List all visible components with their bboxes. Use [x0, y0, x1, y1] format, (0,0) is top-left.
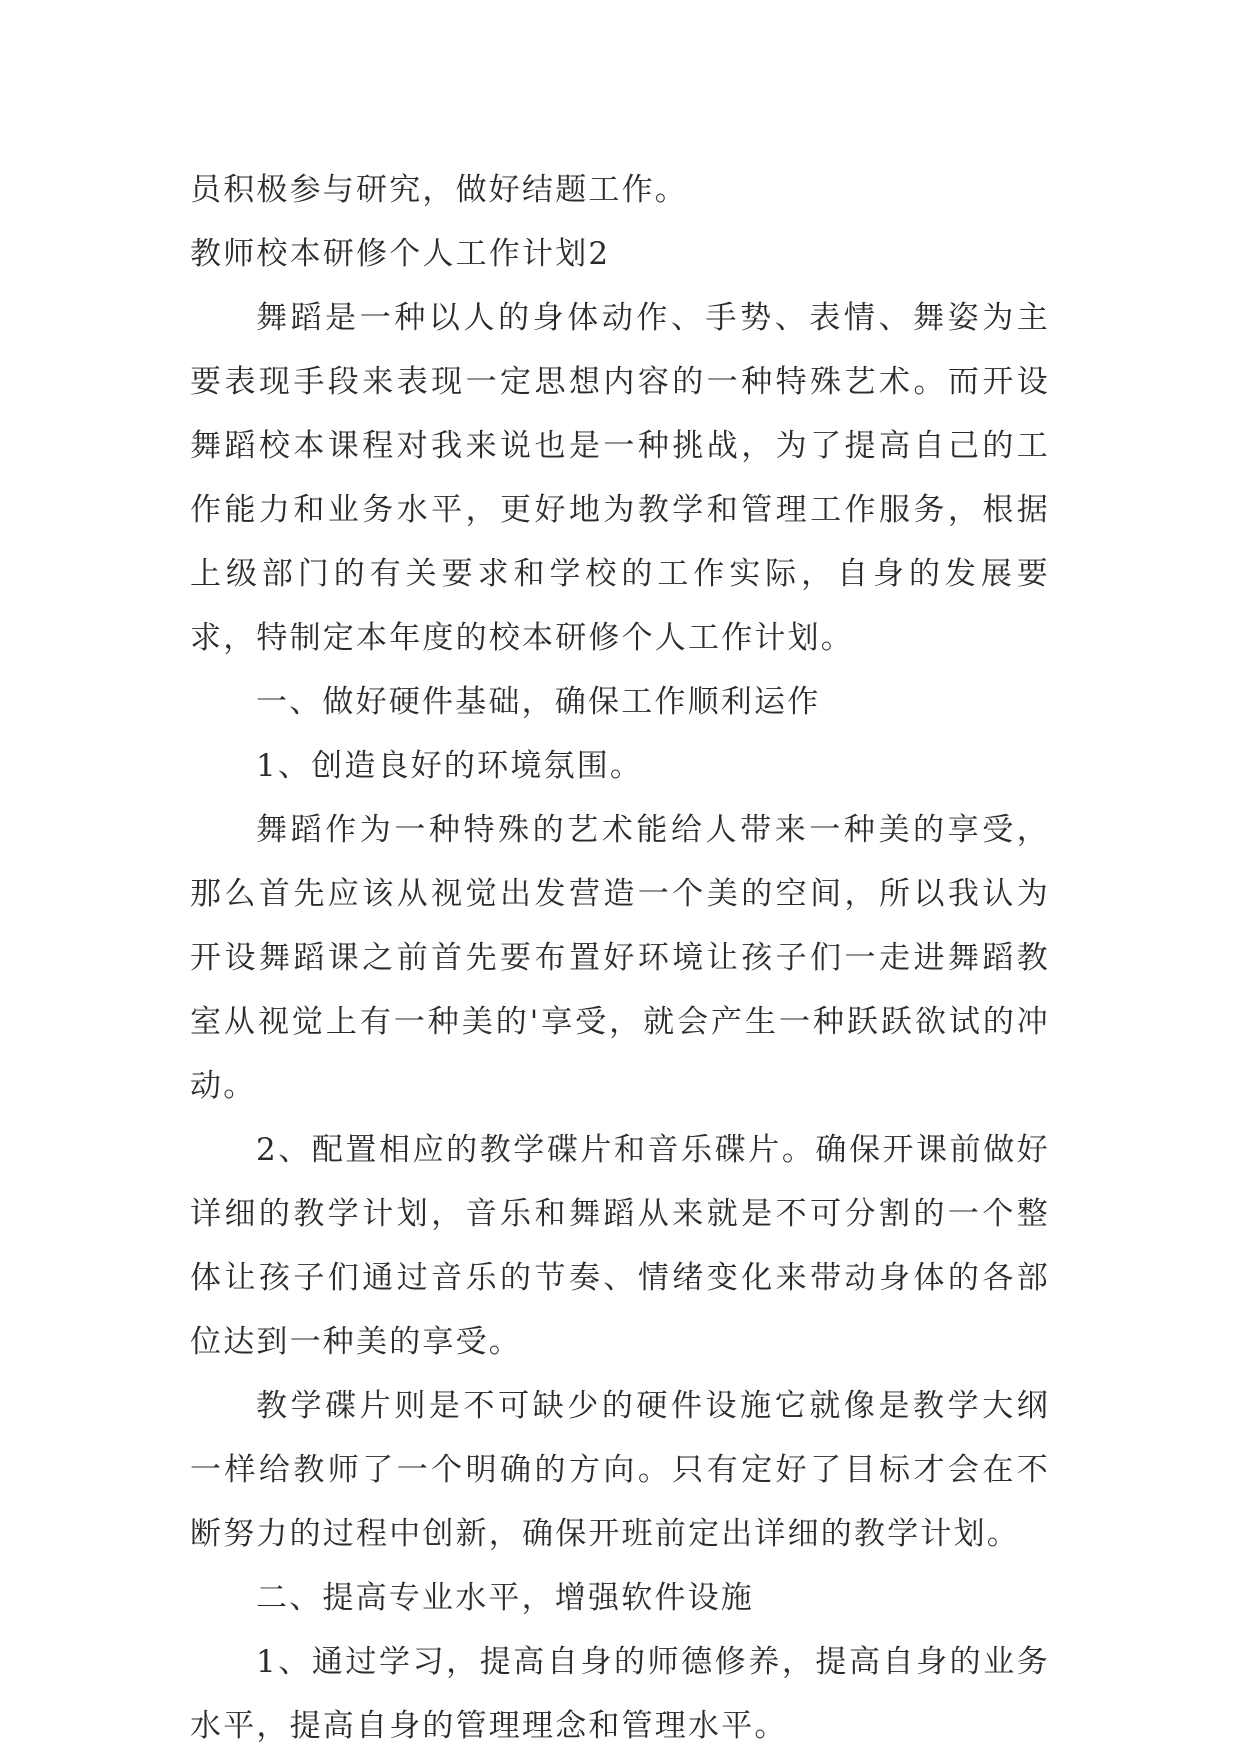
subheading-1: 1、创造良好的环境氛围。	[256, 748, 644, 784]
heading-part-two: 二、提高专业水平，增强软件设施	[256, 1580, 754, 1616]
paragraph-environment: 舞蹈作为一种特殊的艺术能给人带来一种美的享受，那么首先应该从视觉出发营造一个美的空间，所以我认为开设舞蹈课之前首先要布置好环境让孩子们一走进舞蹈教室从视觉上有一种美的'享受，就会产生一种跃跃欲试的冲动。	[190, 812, 1050, 1104]
paragraph-study: 1、通过学习，提高自身的师德修养，提高自身的业务水平，提高自身的管理理念和管理水平。	[190, 1644, 1050, 1744]
document-body	[190, 158, 1050, 1758]
heading-part-one: 一、做好硬件基础，确保工作顺利运作	[256, 684, 821, 720]
section-title: 教师校本研修个人工作计划2	[190, 236, 611, 272]
paragraph-intro: 舞蹈是一种以人的身体动作、手势、表情、舞姿为主要表现手段来表现一定思想内容的一种特殊艺术。而开设舞蹈校本课程对我来说也是一种挑战，为了提高自己的工作能力和业务水平，更好地为教学和管理工作服务，根据上级部门的有关要求和学校的工作实际，自身的发展要求，特制定本年度的校本研修个人工作计划。	[190, 300, 1050, 656]
paragraph-teaching-discs: 教学碟片则是不可缺少的硬件设施它就像是教学大纲一样给教师了一个明确的方向。只有定好了目标才会在不断努力的过程中创新，确保开班前定出详细的教学计划。	[190, 1388, 1050, 1552]
paragraph-continuation: 员积极参与研究，做好结题工作。	[190, 172, 688, 208]
paragraph-discs: 2、配置相应的教学碟片和音乐碟片。确保开课前做好详细的教学计划，音乐和舞蹈从来就是不可分割的一个整体让孩子们通过音乐的节奏、情绪变化来带动身体的各部位达到一种美的享受。	[190, 1132, 1050, 1360]
